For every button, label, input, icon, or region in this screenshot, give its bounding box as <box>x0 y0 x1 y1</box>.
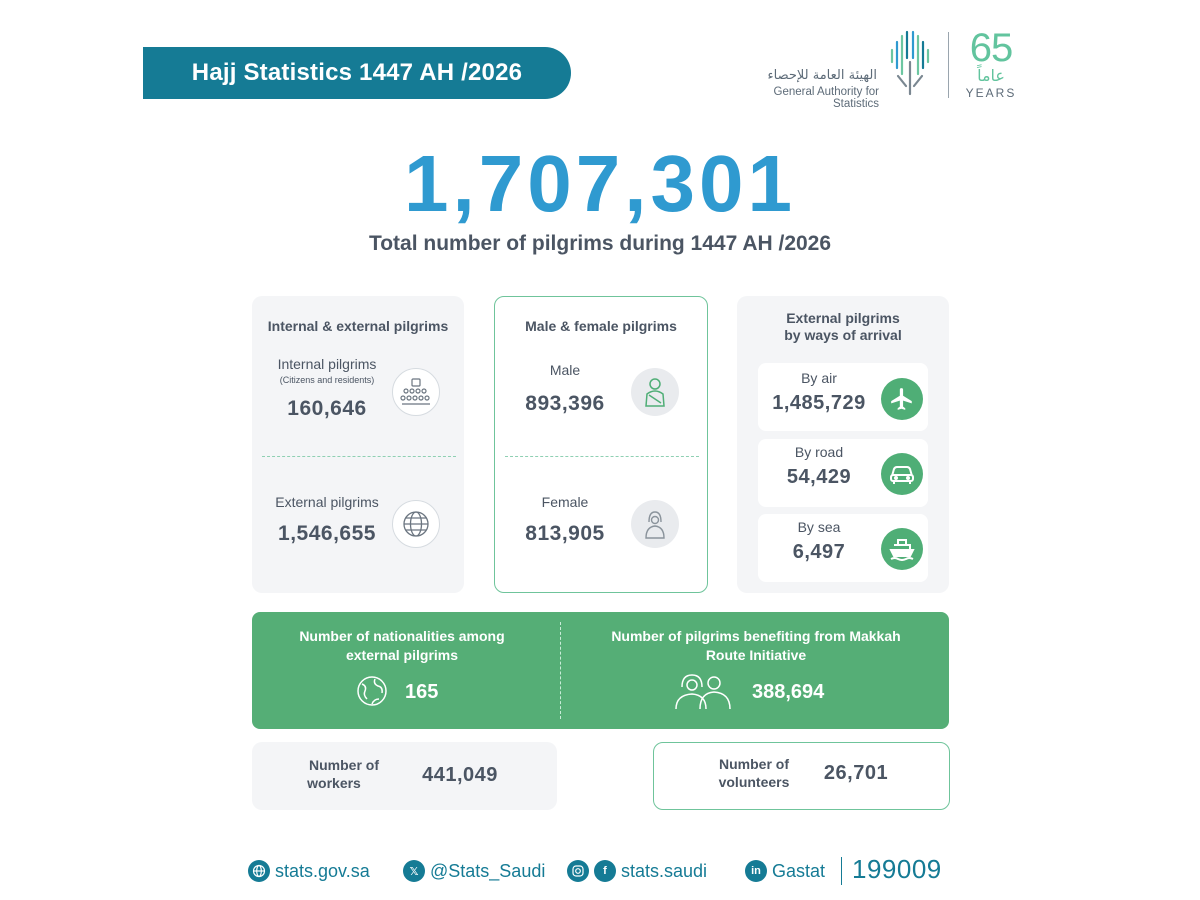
airplane-icon <box>881 378 923 420</box>
globe-icon <box>392 500 440 548</box>
ship-icon <box>881 528 923 570</box>
crowd-icon <box>392 368 440 416</box>
website-text: stats.gov.sa <box>275 860 370 881</box>
sea-label: By sea <box>797 519 841 535</box>
female-pilgrim-icon <box>631 500 679 548</box>
instagram-icon <box>567 860 589 882</box>
volunteers-label-line1: Number of <box>719 756 789 772</box>
internal-external-title: Internal & external pilgrims <box>267 318 449 334</box>
external-pilgrims-value: 1,546,655 <box>278 522 376 545</box>
workers-label-line1: Number of <box>309 757 379 773</box>
anniversary-number: 65 <box>969 26 1013 70</box>
female-value: 813,905 <box>525 522 605 545</box>
world-people-icon <box>355 674 389 708</box>
org-name-english: General Authority for Statistics <box>773 86 879 110</box>
social-handle-link[interactable] <box>567 858 707 884</box>
internal-pilgrims-note: (Citizens and residents) <box>279 375 375 385</box>
linkedin-text: Gastat <box>772 860 826 881</box>
page-title: Hajj Statistics 1447 AH /2026 <box>191 59 523 86</box>
makkah-route-value: 388,694 <box>752 681 825 703</box>
workers-value: 441,049 <box>422 764 498 786</box>
anniversary-english: YEARS <box>965 86 1017 100</box>
gender-card <box>494 296 708 593</box>
internal-pilgrims-value: 160,646 <box>287 397 367 420</box>
male-pilgrim-icon <box>631 368 679 416</box>
linkedin-icon: in <box>745 860 767 882</box>
workers-label-line2: workers <box>307 775 361 791</box>
road-value: 54,429 <box>786 466 852 488</box>
footer-divider <box>841 857 842 885</box>
male-label: Male <box>549 362 581 378</box>
volunteers-value: 26,701 <box>823 762 889 784</box>
social-handle-text: stats.saudi <box>621 860 708 881</box>
arrival-title-line2: by ways of arrival <box>784 327 902 343</box>
nationalities-value: 165 <box>405 681 439 703</box>
air-label: By air <box>801 370 837 386</box>
male-value: 893,396 <box>525 392 605 415</box>
phone-number[interactable]: 199009 <box>852 854 942 884</box>
external-pilgrims-label: External pilgrims <box>275 494 379 510</box>
gastat-logo-icon <box>888 28 932 98</box>
globe-small-icon <box>248 860 270 882</box>
internal-external-card <box>252 296 464 593</box>
title-banner <box>143 47 571 99</box>
air-value: 1,485,729 <box>772 392 866 414</box>
website-link[interactable] <box>248 858 370 884</box>
x-handle-link[interactable] <box>403 858 545 884</box>
gender-title: Male & female pilgrims <box>525 318 677 334</box>
car-icon <box>881 453 923 495</box>
org-name-arabic: الهيئة العامة للإحصاء <box>767 68 877 83</box>
linkedin-link[interactable] <box>745 858 825 884</box>
x-icon: 𝕏 <box>403 860 425 882</box>
arrival-title-line1: External pilgrims <box>786 310 900 326</box>
female-label: Female <box>541 494 589 510</box>
pilgrims-couple-icon <box>672 671 734 711</box>
nationalities-title-line2: external pilgrims <box>345 647 459 663</box>
anniversary-arabic: عاماً <box>977 66 1005 85</box>
sea-value: 6,497 <box>792 541 846 563</box>
volunteers-label-line2: volunteers <box>718 774 790 790</box>
logo-divider <box>948 32 949 98</box>
internal-pilgrims-label: Internal pilgrims <box>277 356 377 372</box>
total-pilgrims-value: 1,707,301 <box>404 139 796 228</box>
card-divider <box>262 456 456 457</box>
makkah-route-title-line2: Route Initiative <box>705 647 807 663</box>
x-handle-text: @Stats_Saudi <box>430 860 546 881</box>
nationalities-title-line1: Number of nationalities among <box>299 628 505 644</box>
makkah-route-title-line1: Number of pilgrims benefiting from Makkah <box>611 628 901 644</box>
facebook-icon: f <box>594 860 616 882</box>
road-label: By road <box>794 444 844 460</box>
gender-divider <box>505 456 699 457</box>
highlights-divider <box>560 622 561 719</box>
total-pilgrims-caption: Total number of pilgrims during 1447 AH /2026 <box>368 232 832 255</box>
